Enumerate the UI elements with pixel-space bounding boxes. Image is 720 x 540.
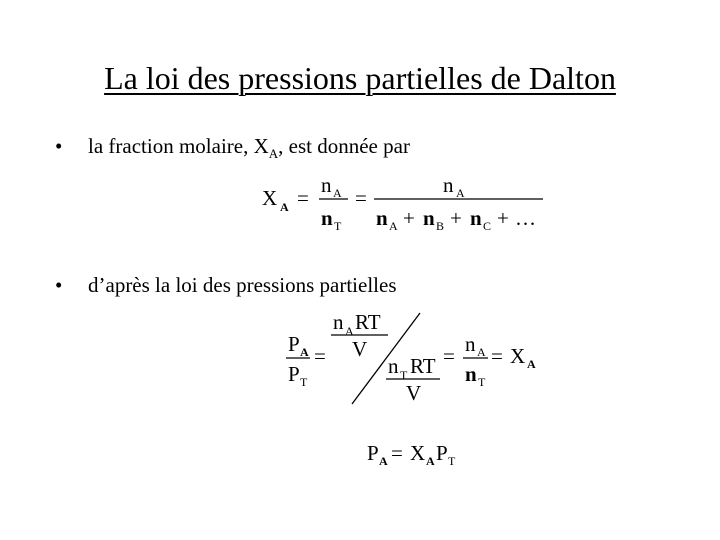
eq1-den2-a-sub: A: [389, 219, 398, 233]
eq3-pt: P: [436, 441, 448, 465]
eq3-pa-sub: A: [379, 454, 388, 468]
bullet-1-text-end: , est donnée par: [278, 134, 410, 158]
eq2-na-simple-sub: A: [477, 345, 486, 359]
eq1-equals-1: =: [297, 186, 309, 210]
eq2-nt-simple-sub: T: [478, 375, 486, 389]
eq2-na: n: [333, 310, 344, 334]
eq1-den1-sub: T: [334, 219, 342, 233]
eq1-num1-sub: A: [333, 186, 342, 200]
eq2-nt-sub: T: [400, 368, 408, 382]
eq1-lhs: X: [262, 186, 278, 210]
bullet-dot: •: [55, 134, 63, 158]
eq1-den1: n: [321, 206, 333, 230]
eq3-xa-sub: A: [426, 454, 435, 468]
eq2-v-2: V: [406, 381, 422, 405]
eq2-pa: P: [288, 332, 300, 356]
eq2-pa-sub: A: [300, 345, 309, 359]
eq1-plus-3: +: [497, 206, 509, 230]
eq1-equals-2: =: [355, 186, 367, 210]
eq2-rt-1: RT: [355, 310, 381, 334]
eq2-pt-sub: T: [300, 375, 308, 389]
eq1-num2-sub: A: [456, 186, 465, 200]
eq2-xa: X: [510, 344, 526, 368]
eq1-plus-2: +: [450, 206, 462, 230]
eq2-equals-3: =: [491, 344, 503, 368]
eq2-equals-1: =: [314, 344, 326, 368]
eq2-na-sub: A: [345, 324, 354, 338]
eq1-num1: n: [321, 173, 332, 197]
eq1-den2-a: n: [376, 206, 388, 230]
eq2-na-simple: n: [465, 332, 476, 356]
eq2-xa-sub: A: [527, 357, 536, 371]
eq3-equals: =: [391, 441, 403, 465]
eq2-v-1: V: [352, 337, 368, 361]
eq1-lhs-sub: A: [280, 200, 289, 214]
eq1-den2-b: n: [423, 206, 435, 230]
eq1-ellipsis: …: [515, 206, 536, 230]
slide-title-text: La loi des pressions partielles de Dalton: [104, 60, 616, 96]
bullet-1-text: la fraction molaire, X: [88, 134, 269, 158]
eq1-den2-c-sub: C: [483, 219, 492, 233]
eq3-xa: X: [410, 441, 426, 465]
eq2-nt: n: [388, 354, 399, 378]
eq1-num2: n: [443, 173, 454, 197]
bullet-dot: •: [55, 273, 63, 297]
eq2-nt-simple: n: [465, 362, 477, 386]
eq1-den2-c: n: [470, 206, 482, 230]
eq1-plus-1: +: [403, 206, 415, 230]
eq1-den2-b-sub: B: [436, 219, 445, 233]
eq2-equals-2: =: [443, 344, 455, 368]
eq2-rt-2: RT: [410, 354, 436, 378]
bullet-2-text: d’après la loi des pressions partielles: [88, 273, 397, 297]
eq3-pt-sub: T: [448, 454, 456, 468]
eq2-pt: P: [288, 362, 300, 386]
bullet-1-sub: A: [268, 146, 279, 161]
eq3-pa: P: [367, 441, 379, 465]
